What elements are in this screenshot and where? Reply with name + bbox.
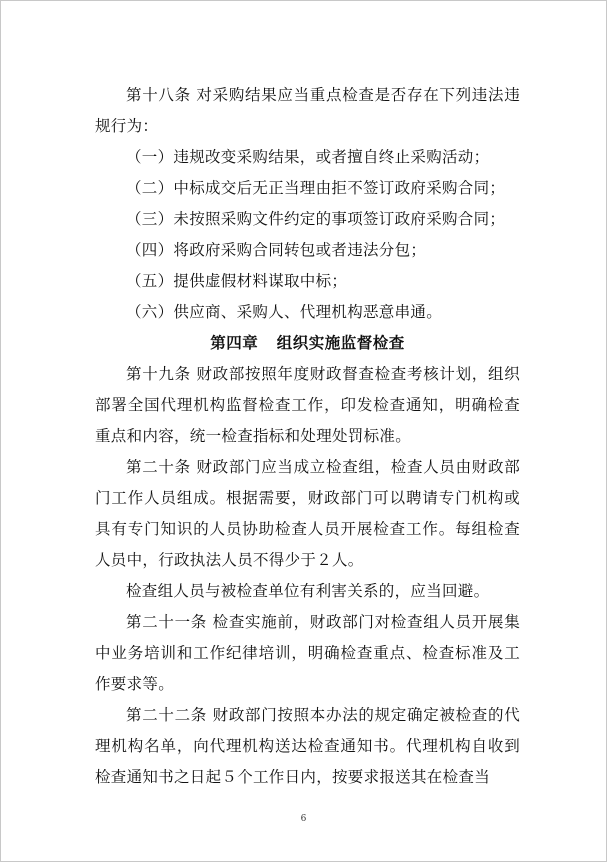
article-22: 第二十二条 财政部门按照本办法的规定确定被检查的代理机构名单，向代理机构送达检查通知书。代理机构自收到检查通知书之日起５个工作日内，按要求报送其在检查当 bbox=[95, 706, 520, 786]
document-body bbox=[95, 80, 520, 793]
list-item: （五）提供虚假材料谋取中标； bbox=[126, 272, 348, 290]
article-20: 第二十条 财政部门应当成立检查组，检查人员由财政部门工作人员组成。根据需要，财政部门可以聘请专门机构或具有专门知识的人员协助检查人员开展检查工作。每组检查人员中，行政执法人员不得少于２人。 bbox=[95, 458, 520, 569]
list-item: （三）未按照采购文件约定的事项签订政府采购合同； bbox=[126, 210, 506, 228]
chapter-title: 组织实施监督检查 bbox=[276, 334, 405, 352]
list-item: （二）中标成交后无正当理由拒不签订政府采购合同； bbox=[126, 179, 506, 197]
list-item: （六）供应商、采购人、代理机构恶意串通。 bbox=[126, 303, 443, 321]
article-19: 第十九条 财政部按照年度财政督查检查考核计划，组织部署全国代理机构监督检查工作，印发检查通知，明确检查重点和内容，统一检查指标和处理处罚标准。 bbox=[95, 365, 520, 445]
chapter-number: 第四章 bbox=[210, 334, 259, 352]
article-20-conflict: 检查组人员与被检查单位有利害关系的，应当回避。 bbox=[126, 582, 490, 600]
article-21: 第二十一条 检查实施前，财政部门对检查组人员开展集中业务培训和工作纪律培训，明确检查重点、检查标准及工作要求等。 bbox=[95, 613, 520, 693]
chapter-heading bbox=[95, 328, 520, 359]
article-18-intro: 第十八条 对采购结果应当重点检查是否存在下列违法违规行为： bbox=[95, 86, 520, 135]
list-item: （一）违规改变采购结果，或者擅自终止采购活动； bbox=[126, 148, 490, 166]
page-number: 6 bbox=[300, 814, 307, 824]
list-item: （四）将政府采购合同转包或者违法分包； bbox=[126, 241, 427, 259]
